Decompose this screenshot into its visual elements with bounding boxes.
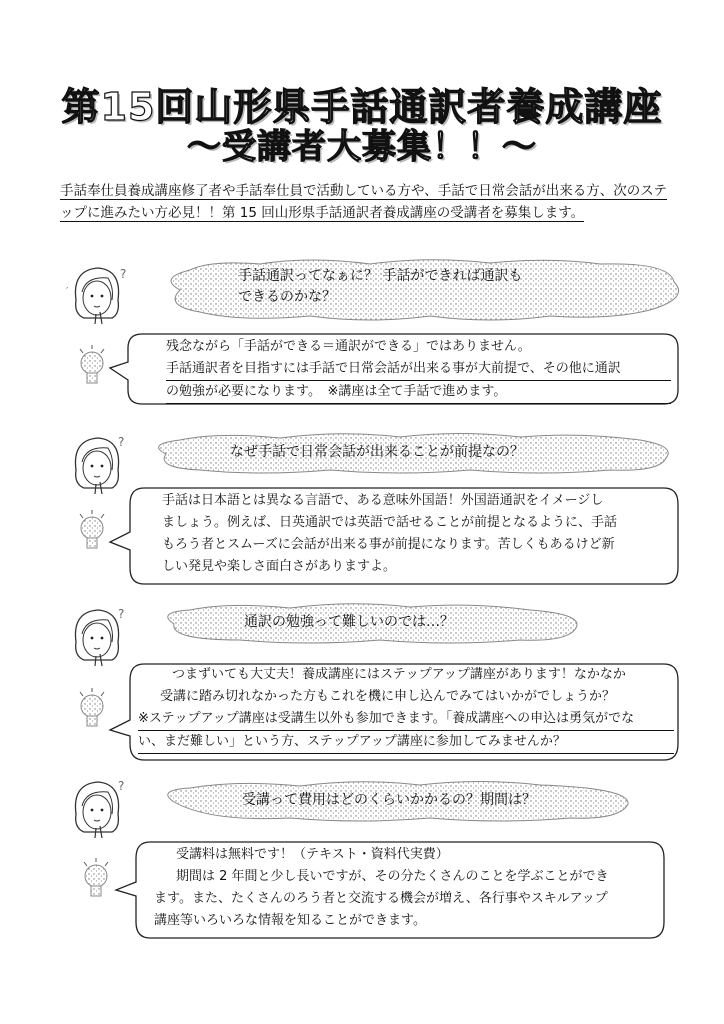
- lightbulb-icon: [78, 858, 114, 908]
- page-subtitle: ～受講者大募集！！～: [187, 127, 537, 167]
- answer-line: 期間は 2 年間と少し長いですが、その分たくさんのことを学ぶことができ: [176, 869, 609, 884]
- answer-line: 受講料は無料です！（テキスト・資料代実費）: [176, 847, 449, 862]
- answer-line: ましょう。例えば、日英通訳では英語で話せることが前提となるように、手話: [162, 515, 618, 530]
- svg-text:?: ?: [118, 607, 125, 621]
- answer-line: つまずいても大丈夫！養成講座にはステップアップ講座があります！なかなか: [172, 667, 626, 682]
- question-text: 受講って費用はどのくらいかかるの？期間は？: [242, 792, 536, 808]
- question-text: 手話通訳ってなぁに？ 手話ができれば通訳も: [238, 268, 523, 284]
- svg-text:?: ?: [118, 435, 125, 449]
- answer-line: しい発見や楽しさ面白さがありますよ。: [162, 559, 397, 574]
- answer-line: 受講に踏み切れなかった方もこれを機に申し込んでみてはいかがでしょうか？: [160, 689, 616, 704]
- intro-paragraph: 手話奉仕員養成講座修了者や手話奉仕員で活動している方や、手話で日常会話が出来る方、次のステップに進みたい方必見！！第 15 回山形県手話通訳者養成講座の受講者を募集します。: [60, 183, 667, 221]
- answer-line: ます。また、たくさんのろう者と交流する機会が増え、各行事やスキルアップ: [154, 891, 608, 906]
- answer-line: もろう者とスムーズに会話が出来る事が前提になります。苦しくもあるけど新: [162, 537, 615, 552]
- answer-line: 手話は日本語とは異なる言語で、ある意味外国語！外国語通訳をイメージし: [162, 493, 604, 508]
- answer-line: ※ステップアップ講座は受講生以外も参加できます。「養成講座への申込は勇気がでな: [138, 708, 674, 731]
- answer-line: 手話通訳者を目指すには手話で日常会話が出来る事が大前提で、その他に通訳: [166, 358, 671, 381]
- question-text: できるのかな？: [238, 289, 336, 305]
- page-title: 第15回山形県手話通訳者養成講座: [61, 85, 663, 129]
- answer-line: い、まだ難しい」という方、ステップアップ講座に参加してみませんか？: [138, 731, 674, 754]
- girl-illustration: [62, 262, 134, 336]
- svg-text:?: ?: [118, 779, 125, 793]
- intro-text: [60, 180, 680, 224]
- svg-text:′: ′: [66, 286, 69, 297]
- answer-line: 講座等いろいろな情報を知ることができます。: [154, 913, 426, 928]
- question-text: なぜ手話で日常会話が出来ることが前提なの？: [230, 444, 524, 460]
- answer-line: 残念ながら「手話ができる＝通訳ができる」ではありません。: [166, 339, 531, 354]
- svg-text:?: ?: [120, 267, 127, 281]
- answer-line: の勉強が必要になります。 ※講座は全て手話で進めます。: [166, 381, 671, 404]
- question-text: 通訳の勉強って難しいのでは…？: [244, 614, 454, 630]
